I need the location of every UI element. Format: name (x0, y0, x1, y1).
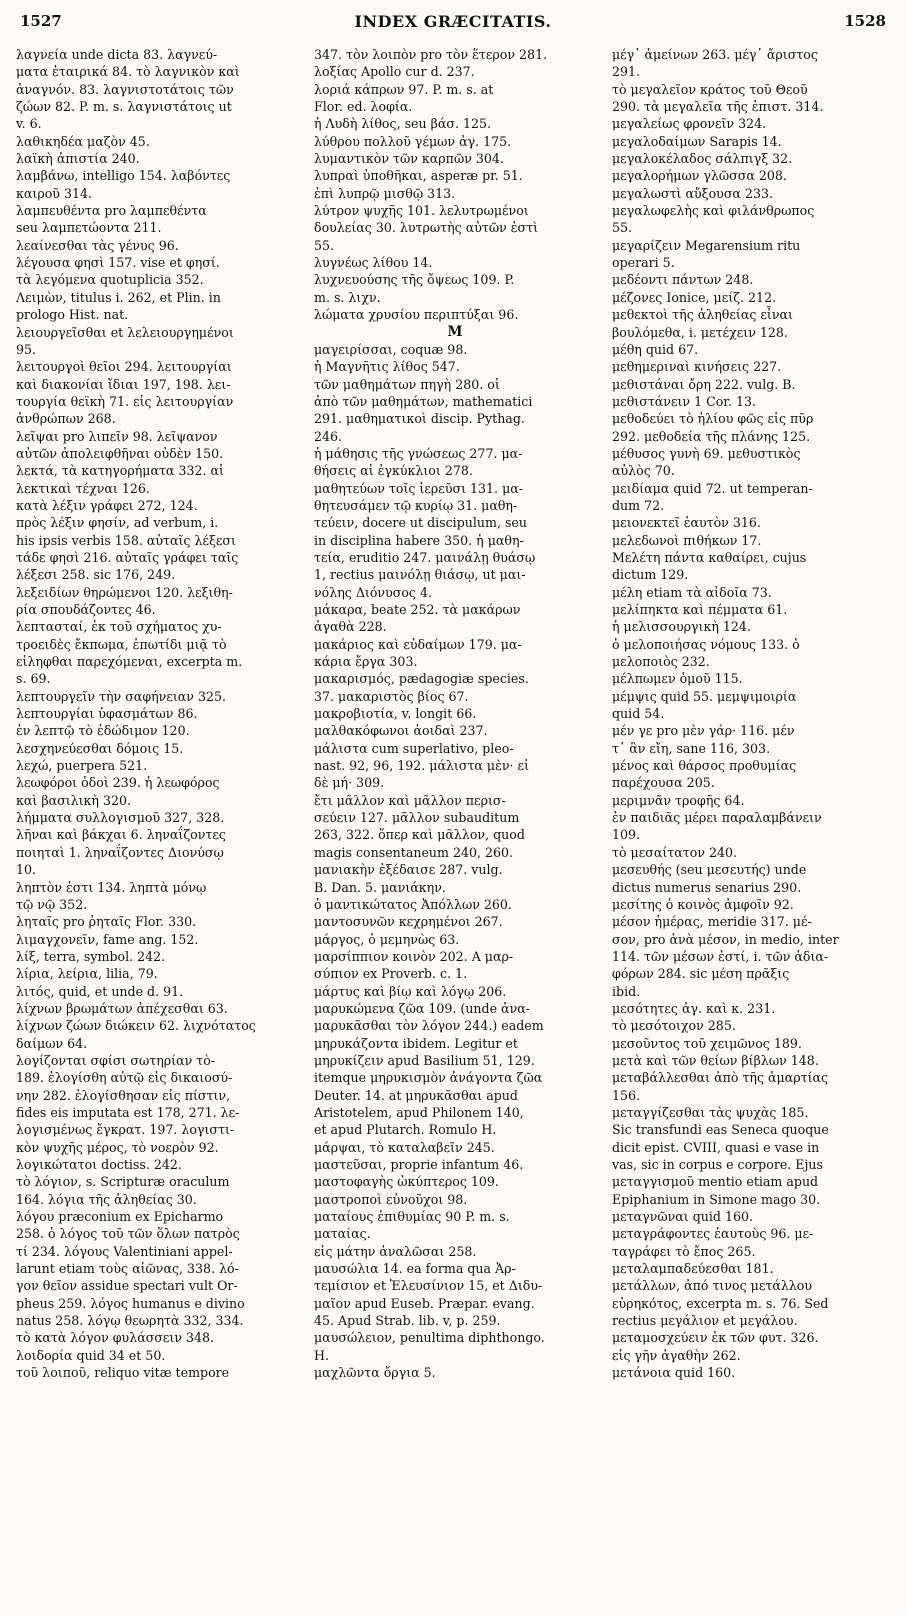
index-line: λύτρον ψυχῆς 101. λελυτρωμένοι (314, 203, 529, 219)
index-line: magis consentaneum 240, 260. (314, 844, 514, 860)
index-line: 246. (314, 428, 343, 444)
index-line: μέζονες Ionice, μείζ. 212. (612, 289, 777, 305)
index-line: ληπτὸν ἐστι 134. ληπτὰ μόνῳ (16, 879, 207, 895)
index-line: ληταῖς pro ῥηταῖς Flor. 330. (16, 914, 197, 930)
index-line: μαστεῦσαι, proprie infantum 46. (314, 1157, 524, 1172)
index-line: Sic transfundi eas Seneca quoque (612, 1122, 829, 1138)
index-line: prologo Hist. nat. (16, 307, 129, 323)
index-line: μάργος, ὁ μεμηνὼς 63. (314, 931, 460, 947)
index-line: natus 258. λόγῳ θεωρητὰ 332, 334. (16, 1313, 244, 1329)
index-line: μέθυσος γυνὴ 69. μεθυστικὸς (612, 445, 801, 461)
index-line: μετάνοια quid 160. (612, 1365, 736, 1381)
index-line: βουλόμεθα, i. μετέχειν 128. (612, 324, 788, 340)
index-line: μέσον ἡμέρας, meridie 317. μέ- (612, 914, 812, 930)
index-line: λογισμένως ἔγκρατ. 197. λογιστι- (16, 1122, 235, 1138)
index-line: ρία σπουδάζοντες 46. (16, 602, 156, 617)
index-line: ματα ἑταιρικά 84. τὸ λαγνικὸν καὶ (16, 64, 240, 80)
index-line: nast. 92, 96, 192. μάλιστα μὲν· εἰ (314, 758, 530, 774)
index-line: λεκτά, τὰ κατηγορήματα 332. αἱ (16, 463, 224, 479)
index-line: μεταβάλλεσθαι ἀπὸ τῆς ἁμαρτίας (612, 1070, 829, 1086)
index-line: in disciplina habere 350. ἡ μαθη- (314, 532, 524, 548)
index-line: 109. (612, 827, 641, 843)
index-line: μακάριος καὶ εὐδαίμων 179. μα- (314, 636, 522, 652)
index-line: Aristotelem, apud Philonem 140, (314, 1104, 524, 1120)
index-line: 291. μαθηματικοὶ discip. Pythag. (314, 411, 525, 427)
index-line: μεγαρίζειν Megarensium ritu (612, 237, 801, 253)
index-line: 114. τῶν μέσων ἐστί, i. τῶν ἀδια- (612, 948, 829, 964)
index-line: τουργία θεϊκὴ 71. εἰς λειτουργίαν (16, 393, 234, 409)
index-line: dum 72. (612, 497, 665, 513)
index-line: μεσότητες ἀγ. καὶ κ. 231. (612, 1000, 776, 1016)
index-line: 1, rectius μαινόλῃ θιάσῳ, ut μαι- (314, 567, 526, 583)
index-line: λέξεσι 258. sic 176, 249. (16, 567, 176, 583)
index-line: ἡ Λυδὴ λίθος, seu βάσ. 125. (314, 116, 492, 132)
index-line: λεσχηνεύεσθαι δόμοις 15. (16, 740, 184, 756)
index-line: λαϊκὴ ἀπιστία 240. (16, 151, 140, 167)
index-line: λεχώ, puerpera 521. (16, 758, 148, 774)
index-line: μεθημεριναὶ κινήσεις 227. (612, 359, 782, 375)
index-line: μεθεκτοὶ τῆς ἀληθείας εἶναι (612, 307, 793, 323)
index-line: θητευσάμεν τῷ κυρίῳ 31. μαθη- (314, 497, 518, 513)
index-line: τροειδὲς ἔκπωμα, ἐπωτίδι μιᾷ τὸ (16, 636, 227, 652)
index-line: vas, sic in corpus e corpore. Ejus (612, 1157, 823, 1172)
index-line: ἡ μελισσουργικὴ 124. (612, 619, 751, 635)
index-line: λιμαγχονεῖν, fame ang. 152. (16, 931, 199, 947)
index-line: σύπιον ex Proverb. c. 1. (314, 966, 468, 982)
column-right (612, 46, 894, 1607)
index-line: μαρυκᾶσθαι τὸν λόγον 244.) eadem (314, 1018, 544, 1034)
index-line: αὐτῶν ἀπολειφθῆναι οὐδὲν 150. (16, 445, 224, 461)
index-line: λυχνευούσης τῆς ὄψεως 109. P. (314, 272, 515, 288)
index-line: μαυσώλειον, penultima diphthongo. (314, 1330, 545, 1346)
index-line: τοῦ λοιποῦ, reliquo vitæ tempore (16, 1365, 230, 1381)
index-line: γον θεῖον assidue spectari vult Or- (16, 1278, 238, 1294)
index-line: 164. λόγια τῆς ἀληθείας 30. (16, 1191, 197, 1207)
index-line: φόρων 284. sic μέση πρᾶξις (612, 966, 790, 982)
index-line: ἀπὸ τῶν μαθημάτων, mathematici (314, 393, 533, 409)
index-line: μεγαλείως φρονεῖν 324. (612, 116, 767, 132)
index-line: εὑρηκότος, excerpta m. s. 76. Sed (612, 1295, 829, 1311)
index-line: μέγ᾽ ἀμείνων 263. μέγ᾽ ἄριστος (612, 47, 818, 62)
index-line: λογίζονται σφίσι σωτηρίαν τὸ- (16, 1052, 216, 1068)
index-line: 347. τὸν λοιπὸν pro τὸν ἕτερον 281. (314, 47, 548, 62)
index-line: 95. (16, 341, 37, 357)
index-line: εἰς γῆν ἀγαθὴν 262. (612, 1347, 741, 1363)
index-line: μάρτυς καὶ βίῳ καὶ λόγῳ 206. (314, 983, 507, 999)
index-line: dicit epist. CVIII, quasi e vase in (612, 1139, 820, 1155)
index-line: μεταλαμπαδεύεσθαι 181. (612, 1261, 774, 1277)
index-line: ζώων 82. P. m. s. λαγνιστάτοις ut (16, 99, 232, 115)
index-line: δουλείας 30. λυτρωτὴς αὐτῶν ἐστὶ (314, 220, 539, 236)
index-line: his ipsis verbis 158. αὐταῖς λέξεσι (16, 532, 236, 548)
index-line: μεταγγίζεσθαι τὰς ψυχὰς 185. (612, 1104, 809, 1120)
index-line: ματαίους ἐπιθυμίας 90 P. m. s. (314, 1209, 510, 1225)
index-line: τὸ μεσότοιχον 285. (612, 1018, 736, 1034)
index-line: 55. (314, 237, 335, 253)
index-line: μεγαλωστὶ αὔξουσα 233. (612, 185, 773, 201)
index-line: ibid. (612, 983, 641, 999)
index-line: fides eis imputata est 178, 271. λε- (16, 1104, 240, 1120)
index-line: operari 5. (612, 255, 675, 271)
index-line: τὸ μεγαλεῖον κράτος τοῦ Θεοῦ (612, 81, 808, 97)
index-line: seu λαμπετώοντα 211. (16, 220, 162, 236)
page-title: INDEX GRÆCITATIS. (354, 12, 552, 31)
index-line: λώματα χρυσίου περιπτύξαι 96. (314, 307, 519, 323)
index-line: λεῖψαι pro λιπεῖν 98. λεῖψανον (16, 428, 218, 444)
index-line: καὶ διακονίαι ἴδιαι 197, 198. λει- (16, 376, 231, 392)
index-line: μεσευθής (seu μεσευτής) unde (612, 862, 807, 878)
index-line: Flor. ed. λοφία. (314, 99, 413, 115)
index-line: λυγνέως λίθου 14. (314, 255, 433, 271)
page-number-left: 1527 (20, 12, 62, 30)
index-line: ὁ μελοποιήσας νόμους 133. ὁ (612, 636, 800, 652)
index-line: νόλης Διόνυσος 4. (314, 584, 432, 600)
index-line: μελίπηκτα καὶ πέμματα 61. (612, 602, 788, 617)
index-line: λεπτασταί, ἐκ τοῦ σχήματος χυ- (16, 619, 222, 635)
index-line: s. 69. (16, 671, 51, 687)
index-line: τὸ κατὰ λόγον φυλάσσειν 348. (16, 1330, 215, 1346)
index-line: μαρσίππιον κοινὸν 202. A μαρ- (314, 948, 514, 964)
index-line: τὸ μεσαίτατον 240. (612, 844, 738, 860)
index-line: μαυσώλια 14. ea forma qua Ἀρ- (314, 1261, 516, 1277)
index-line: τῶν μαθημάτων πηγὴ 280. οἱ (314, 376, 500, 392)
index-line: ἡ Μαγνῆτις λίθος 547. (314, 359, 460, 375)
index-line: λοιδορία quid 34 et 50. (16, 1347, 166, 1363)
index-line: μεσοῦντος τοῦ χειμῶνος 189. (612, 1035, 802, 1051)
index-line: μηρυκίζειν apud Basilium 51, 129. (314, 1052, 535, 1068)
index-line: μεθιστάνειν 1 Cor. 13. (612, 393, 756, 409)
index-line: μαστοφαγὴς ὠκύπτερος 109. (314, 1174, 499, 1190)
index-line: μαλθακόφωνοι ἀοιδαὶ 237. (314, 723, 488, 739)
index-line: λειτουργοὶ θεῖοι 294. λειτουργίαι (16, 359, 232, 375)
index-line: λέγουσα φησὶ 157. vise et φησί. (16, 255, 220, 271)
index-line: τάδε φησὶ 216. αὐταῖς γράφει ταῖς (16, 549, 239, 565)
index-line: μαρυκώμενα ζῶα 109. (unde ἀνα- (314, 1000, 530, 1016)
index-line: 10. (16, 862, 37, 878)
index-line: Epiphanium in Simone mago 30. (612, 1191, 821, 1207)
index-line: μάκαρα, beate 252. τὰ μακάρων (314, 602, 521, 617)
index-line: μαγειρίσσαι, coquæ 98. (314, 341, 468, 357)
index-line: κατὰ λέξιν γράφει 272, 124. (16, 497, 198, 513)
index-line: μεθιστάναι ὄρη 222. vulg. B. (612, 376, 796, 392)
index-line: πρὸς λέξιν φησίν, ad verbum, i. (16, 515, 219, 531)
index-line: λειουργεῖσθαι et λελειουργημένοι (16, 324, 234, 340)
index-line: μελεδωνοὶ πιθήκων 17. (612, 532, 762, 548)
index-line: μεταγράφοντες ἑαυτοὺς 96. με- (612, 1226, 814, 1242)
index-line: μετάλλων, ἀπό τινος μετάλλου (612, 1278, 813, 1294)
section-letter: M (447, 323, 463, 340)
index-line: v. 6. (16, 116, 42, 132)
index-line: μεγαλοκέλαδος σάλπιγξ 32. (612, 151, 793, 167)
index-line: 292. μεθοδεία τῆς πλάνης 125. (612, 428, 811, 444)
index-line: μεριμνᾶν τροφῆς 64. (612, 792, 745, 808)
index-line: ἔτι μᾶλλον καὶ μᾶλλον περισ- (314, 792, 506, 808)
index-line: 290. τὰ μεγαλεῖα τῆς ἐπιστ. 314. (612, 99, 824, 115)
index-line: λυπραὶ ὑποθῆκαι, asperæ pr. 51. (314, 168, 523, 184)
index-line: μέμψις quid 55. μεμψιμοιρία (612, 688, 797, 704)
index-line: μειδίαμα quid 72. ut temperan- (612, 480, 813, 496)
index-line: μεσίτης ὁ κοινὸς ἀμφοῖν 92. (612, 896, 794, 912)
index-line: ἀνθρώπων 268. (16, 411, 116, 427)
index-line: εἰς μάτην ἀναλῶσαι 258. (314, 1243, 477, 1259)
index-line: λίχνων βρωμάτων ἀπέχεσθαι 63. (16, 1000, 228, 1016)
index-line: μεγαλωφελὴς καὶ φιλάνθρωπος (612, 203, 815, 219)
index-line: 156. (612, 1087, 641, 1103)
index-line: 258. ὁ λόγος τοῦ τῶν ὅλων πατρὸς (16, 1226, 240, 1242)
index-line: λεξειδίων θηρώμενοι 120. λεξιθη- (16, 584, 233, 600)
index-line: μέλπωμεν ὁμοῦ 115. (612, 671, 743, 687)
index-line: ἡ μάθησις τῆς γνώσεως 277. μα- (314, 445, 523, 461)
index-line: ματαίας. (314, 1226, 371, 1242)
index-line: λαγνεία unde dicta 83. λαγνεύ- (16, 47, 218, 62)
index-line: τὸ λόγιον, s. Scripturæ oraculum (16, 1174, 230, 1190)
index-line: μεγαλοδαίμων Sarapis 14. (612, 133, 782, 149)
index-line: ταγράφει τὸ ἔπος 265. (612, 1243, 756, 1259)
index-line: μακροβιοτία, v. longit 66. (314, 706, 477, 722)
index-line: λήμματα συλλογισμοῦ 327, 328. (16, 810, 225, 826)
index-line: μεδέοντι πάντων 248. (612, 272, 754, 288)
index-line: λεπτουργίαι ὑφασμάτων 86. (16, 706, 198, 722)
column-left (16, 46, 298, 1607)
index-line: Μελέτη πάντα καθαίρει, cujus (612, 549, 807, 565)
index-line: λῆναι καὶ βάκχαι 6. ληναΐζοντες (16, 827, 226, 843)
index-line: ἐν παιδιᾶς μέρει παραλαμβάνειν (612, 810, 822, 826)
index-line: τί 234. λόγους Valentiniani appel- (16, 1243, 233, 1259)
index-line: νην 282. ἐλογίσθησαν εἰς πίστιν, (16, 1087, 231, 1103)
index-line: λυμαντικὸν τῶν καρπῶν 304. (314, 151, 504, 167)
index-line: λοξίας Apollo cur d. 237. (314, 64, 475, 80)
index-line: θήσεις αἱ ἐγκύκλιοι 278. (314, 463, 473, 479)
page-header (20, 12, 886, 38)
index-line: λίρια, λείρια, lilia, 79. (16, 966, 158, 982)
index-line: κάρια ἔργα 303. (314, 654, 418, 670)
index-line: μάλιστα cum superlativo, pleo- (314, 740, 514, 756)
page-number-right: 1528 (844, 12, 886, 30)
index-line: 189. ἐλογίσθη αὐτῷ εἰς δικαιοσύ- (16, 1070, 233, 1086)
index-line: μελοποιὸς 232. (612, 654, 710, 670)
index-line: μεταγγισμοῦ mentio etiam apud (612, 1174, 819, 1190)
index-columns (16, 46, 894, 1607)
index-line: 263, 322. ὅπερ καὶ μᾶλλον, quod (314, 827, 525, 843)
index-line: τεμίσιον et Ἐλευσίνιον 15, et Διδυ- (314, 1278, 543, 1294)
index-line: τεύειν, docere ut discipulum, seu (314, 515, 527, 531)
index-line: λεπτουργεῖν τὴν σαφήνειαν 325. (16, 688, 226, 704)
index-line: μεταγνῶναι quid 160. (612, 1209, 754, 1225)
index-line: μαστροποὶ εὐνοῦχοι 98. (314, 1191, 468, 1207)
index-line: B. Dan. 5. μανιάκην. (314, 879, 446, 895)
index-line: ἐπὶ λυπρῷ μισθῷ 313. (314, 185, 456, 201)
index-line: σεύειν 127. μᾶλλον subauditum (314, 810, 520, 826)
index-line: λίξ, terra, symbol. 242. (16, 948, 166, 964)
index-line: καιροῦ 314. (16, 185, 92, 201)
index-line: μέλη etiam τὰ αἰδοῖα 73. (612, 584, 772, 600)
index-line: 55. (612, 220, 633, 236)
index-line: μανιακὴν ἐξέδαισε 287. vulg. (314, 862, 503, 878)
index-line: Λειμὼν, titulus i. 262, et Plin. in (16, 289, 221, 305)
index-line: pheus 259. λόγος humanus e divino (16, 1295, 245, 1311)
index-line: m. s. λιχν. (314, 289, 381, 305)
index-line: καὶ βασιλικὴ 320. (16, 792, 132, 808)
index-line: τ᾽ ἂν εἴη, sane 116, 303. (612, 740, 771, 756)
index-line: quid 54. (612, 706, 665, 722)
index-line: 45. Apud Strab. lib. v, p. 259. (314, 1313, 501, 1329)
index-line: μετὰ καὶ τῶν θείων βίβλων 148. (612, 1052, 819, 1068)
index-line: λαθικηδέα μαζὸν 45. (16, 133, 150, 149)
index-line: λύθρου πολλοῦ γέμων ἀγ. 175. (314, 133, 512, 149)
index-line: 291. (612, 64, 641, 80)
index-line: λοριά κάπρων 97. P. m. s. at (314, 81, 494, 97)
index-line: λογικώτατοι doctiss. 242. (16, 1157, 182, 1172)
index-line: dictum 129. (612, 567, 689, 583)
index-line: λεκτικαὶ τέχναι 126. (16, 480, 150, 496)
index-line: δαίμων 64. (16, 1035, 88, 1051)
index-line: μάρψαι, τὸ καταλαβεῖν 245. (314, 1139, 495, 1155)
index-line: dictus numerus senarius 290. (612, 879, 802, 895)
index-line: Deuter. 14. at μηρυκᾶσθαι apud (314, 1087, 518, 1103)
index-line: μεταμοσχεύειν ἐκ τῶν φυτ. 326. (612, 1330, 819, 1346)
index-line: λιτός, quid, et unde d. 91. (16, 983, 184, 999)
index-line: 37. μακαριστὸς βίος 67. (314, 688, 469, 704)
index-line: et apud Plutarch. Romulo H. (314, 1122, 497, 1138)
index-line: μαχλῶντα ὄργια 5. (314, 1365, 436, 1381)
index-line: λεαίνεσθαι τὰς γένυς 96. (16, 237, 179, 253)
index-line: rectius μεγάλιον et μεγάλου. (612, 1313, 798, 1329)
index-line: larunt etiam τοὺς αἰῶνας, 338. λό- (16, 1261, 239, 1277)
index-line: λαμπευθέντα pro λαμπεθέντα (16, 203, 207, 219)
index-line: λαμβάνω, intelligo 154. λαβόντες (16, 168, 231, 184)
index-line: μεγαλορήμων γλῶσσα 208. (612, 168, 787, 184)
index-line: τὰ λεγόμενα quotuplicia 352. (16, 272, 204, 288)
index-line: ὁ μαντικώτατος Ἀπόλλων 260. (314, 896, 512, 912)
index-line: μειονεκτεῖ ἑαυτὸν 316. (612, 515, 761, 531)
index-line: κὸν ψυχῆς μέρος, τὸ νοερὸν 92. (16, 1139, 219, 1155)
index-line: λίχνων ζώων διώκειν 62. λιχνότατος (16, 1018, 256, 1034)
index-line: H. (314, 1347, 329, 1363)
index-line: ἀναγνόν. 83. λαγνιστοτάτοις τῶν (16, 81, 234, 97)
index-line: λόγου præconium ex Epicharmo (16, 1209, 224, 1225)
index-line: μένος καὶ θάρσος προθυμίας (612, 758, 797, 774)
column-middle (314, 46, 596, 1607)
index-line: μέν γε pro μὲν γάρ· 116. μέν (612, 723, 795, 739)
index-line: δὲ μή· 309. (314, 775, 385, 791)
index-line: ποιηταὶ 1. ληναΐζοντες Διονύσῳ (16, 844, 224, 860)
index-line: μαντοσυνῶν κεχρημένοι 267. (314, 914, 503, 930)
index-line: μακαρισμός, pædagogiæ species. (314, 671, 529, 687)
index-line: αὐλὸς 70. (612, 463, 675, 479)
index-line: εἰληφθαι παρεχόμεναι, excerpta m. (16, 654, 243, 670)
index-line: μαθητεύων τοῖς ἱερεῦσι 131. μα- (314, 480, 524, 496)
index-line: μαῖον apud Euseb. Præpar. evang. (314, 1295, 535, 1311)
index-line: τῷ νῷ 352. (16, 896, 88, 912)
index-line: τεία, eruditio 247. μαινάλῃ θυάσῳ (314, 549, 536, 565)
index-line: ἐν λεπτῷ τὸ ἐδώδιμον 120. (16, 723, 190, 739)
index-line: σον, pro ἀνὰ μέσον, in medio, inter (612, 931, 839, 947)
index-line: παρέχουσα 205. (612, 775, 715, 791)
index-line: ἀγαθὰ 228. (314, 619, 387, 635)
index-line: λεωφόροι ὁδοὶ 239. ἡ λεωφόρος (16, 775, 220, 791)
index-line: itemque μηρυκισμὸν ἀνάγοντα ζῶα (314, 1070, 543, 1086)
index-line: μεθοδεύει τὸ ἡλίου φῶς εἰς πῦρ (612, 411, 814, 427)
index-line: μηρυκάζοντα ibidem. Legitur et (314, 1035, 518, 1051)
index-line: μέθη quid 67. (612, 341, 699, 357)
